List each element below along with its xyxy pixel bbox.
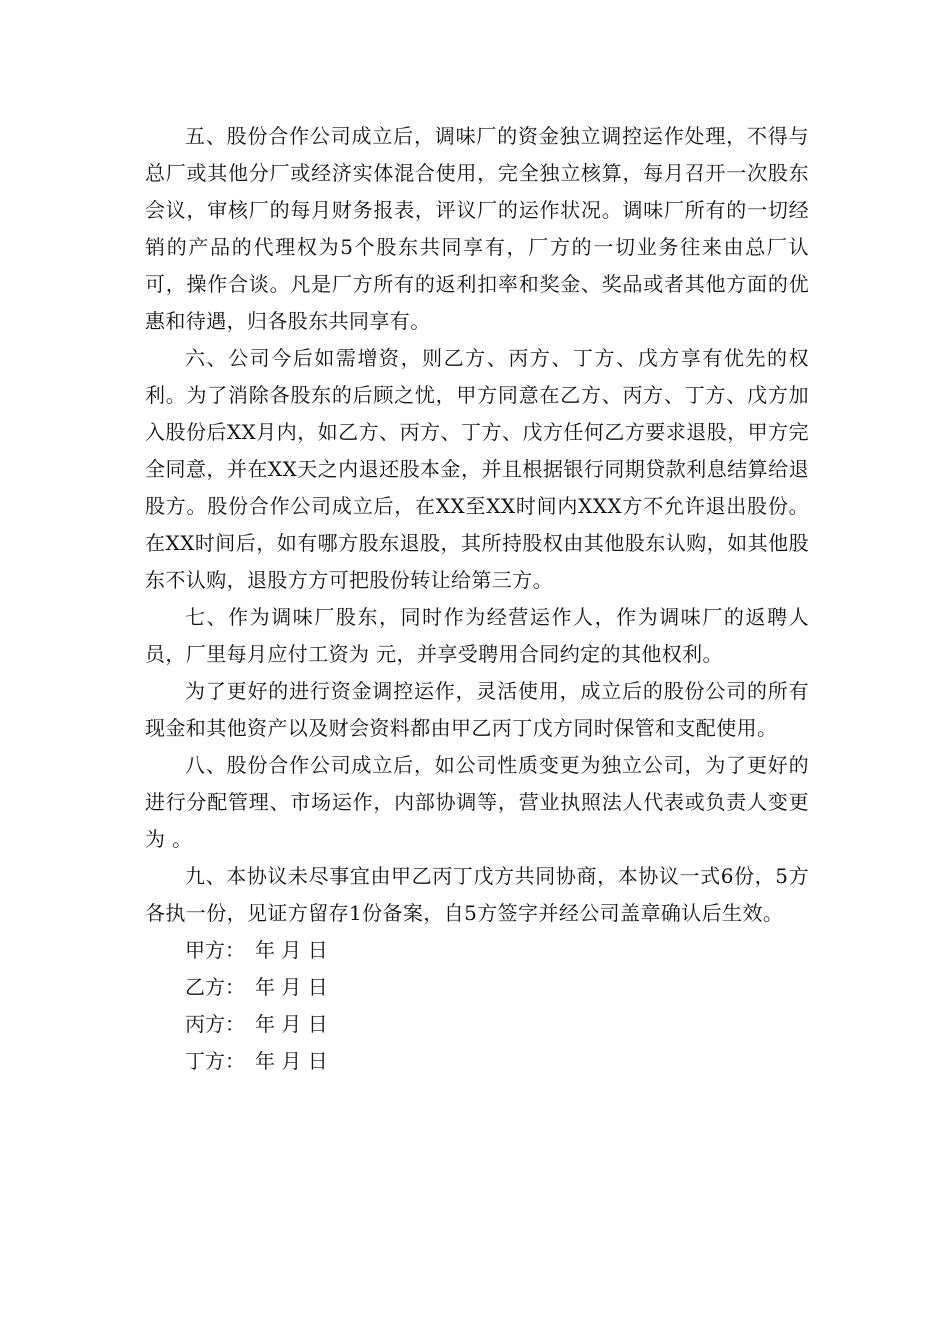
signature-date: 年 月 日 bbox=[255, 975, 328, 999]
clause-nine: 九、本协议未尽事宜由甲乙丙丁戊方共同协商，本协议一式6份，5方各执一份，见证方留存1份备案，自5方签字并经公司盖章确认后生效。 bbox=[145, 864, 809, 925]
clause-seven-supplement: 为了更好的进行资金调控运作，灵活使用，成立后的股份公司的所有现金和其他资产以及财会资料都由甲乙丙丁戊方同时保管和支配使用。 bbox=[145, 679, 809, 740]
clause-five: 五、股份合作公司成立后，调味厂的资金独立调控运作处理，不得与总厂或其他分厂或经济实体混合使用，完全独立核算，每月召开一次股东会议，审核厂的每月财务报表，评议厂的运作状况。调味厂所有的一切经销的产品的代理权为5个股东共同享有，厂方的一切业务往来由总厂认可，操作合谈。凡是厂方所有的返利扣率和奖金、奖品或者其他方面的优惠和待遇，归各股东共同享有。 bbox=[145, 124, 809, 333]
document-body bbox=[145, 118, 809, 1080]
signature-date: 年 月 日 bbox=[255, 1049, 328, 1073]
clause-eight: 八、股份合作公司成立后，如公司性质变更为独立公司，为了更好的进行分配管理、市场运作，内部协调等，营业执照法人代表或负责人变更为 。 bbox=[145, 753, 809, 851]
clause-seven: 七、作为调味厂股东，同时作为经营运作人，作为调味厂的返聘人员，厂里每月应付工资为 元，并享受聘用合同约定的其他权利。 bbox=[145, 605, 809, 666]
signature-label: 乙方： bbox=[185, 975, 245, 999]
clause-six: 六、公司今后如需增资，则乙方、丙方、丁方、戊方享有优先的权利。为了消除各股东的后顾之忧，甲方同意在乙方、丙方、丁方、戊方加入股份后XX月内，如乙方、丙方、丁方、戊方任何乙方要求退股，甲方完全同意，并在XX天之内退还股本金，并且根据银行同期贷款利息结算给退股方。股份合作公司成立后，在XX至XX时间内XXX方不允许退出股份。在XX时间后，如有哪方股东退股，其所持股权由其他股东认购，如其他股东不认购，退股方方可把股份转让给第三方。 bbox=[145, 346, 809, 592]
signature-date: 年 月 日 bbox=[255, 938, 328, 962]
signature-label: 丁方： bbox=[185, 1049, 245, 1073]
signature-line-jia bbox=[145, 932, 809, 969]
signature-line-yi bbox=[145, 969, 809, 1006]
signature-line-ding bbox=[145, 1043, 809, 1080]
signature-line-bing bbox=[145, 1006, 809, 1043]
signature-label: 丙方： bbox=[185, 1012, 245, 1036]
signature-date: 年 月 日 bbox=[255, 1012, 328, 1036]
signature-label: 甲方： bbox=[185, 938, 245, 962]
